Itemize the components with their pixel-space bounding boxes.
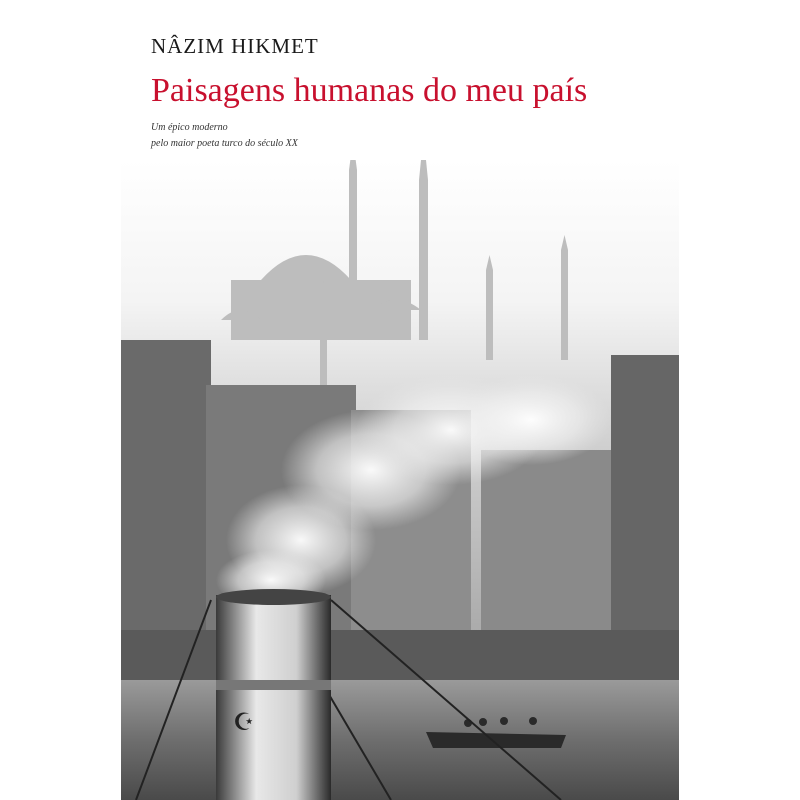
cover-photo <box>121 160 679 800</box>
author-name: NÂZIM HIKMET <box>151 34 319 58</box>
crescent-star-emblem: ☪ <box>233 708 255 736</box>
subtitle-line-2: pelo maior poeta turco do século XX <box>151 138 298 149</box>
subtitle <box>151 120 298 152</box>
book-title: Paisagens humanas do meu país <box>151 72 588 109</box>
subtitle-line-1: Um épico moderno <box>151 122 228 133</box>
